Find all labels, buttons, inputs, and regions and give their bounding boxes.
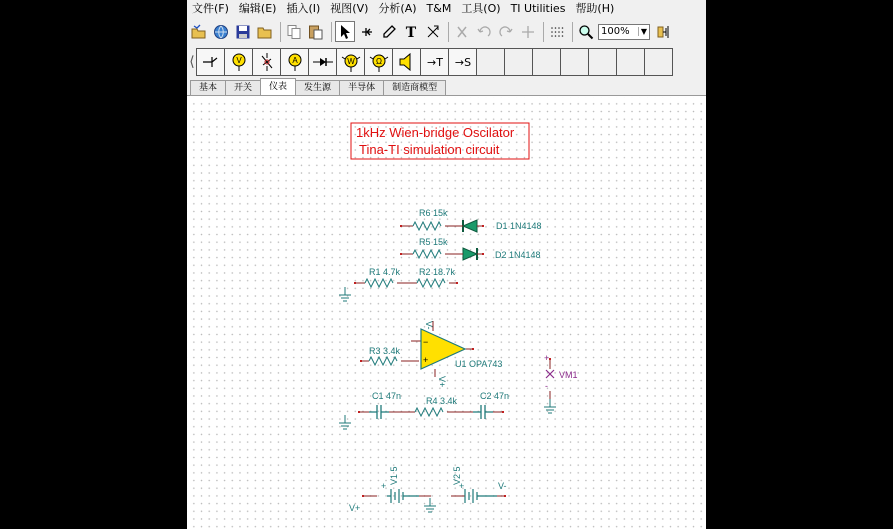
r5-label: R5 15k bbox=[419, 237, 448, 247]
title-line2: Tina-TI simulation circuit bbox=[359, 142, 500, 157]
v2-battery[interactable] bbox=[465, 489, 497, 503]
switch-icon[interactable] bbox=[252, 48, 281, 76]
r1-resistor[interactable] bbox=[365, 279, 393, 287]
title-line1: 1kHz Wien-bridge Oscilator bbox=[356, 125, 515, 140]
ground-icon bbox=[424, 498, 436, 512]
ground-icon bbox=[339, 415, 351, 429]
pin-markers bbox=[354, 225, 551, 497]
magnifier-icon[interactable] bbox=[576, 21, 596, 42]
zoom-value: 100% bbox=[601, 26, 630, 37]
empty-slot[interactable] bbox=[588, 48, 617, 76]
empty-slot[interactable] bbox=[560, 48, 589, 76]
vminus-label: V- bbox=[498, 481, 507, 491]
menu-insert[interactable]: 插入(I) bbox=[286, 2, 321, 15]
r4-label: R4 3.4k bbox=[426, 396, 458, 406]
main-toolbar bbox=[187, 18, 706, 45]
r2-label: R2 18.7k bbox=[419, 267, 456, 277]
pen-icon[interactable] bbox=[379, 21, 399, 42]
svg-text:T: T bbox=[405, 24, 417, 40]
svg-text:A: A bbox=[291, 55, 298, 65]
vplus-label: V+ bbox=[349, 503, 361, 513]
junction-icon[interactable] bbox=[518, 21, 538, 42]
menu-analysis[interactable]: 分析(A) bbox=[378, 2, 417, 15]
toolbar-separator bbox=[448, 22, 449, 42]
output-s-icon[interactable] bbox=[448, 48, 477, 76]
r6-resistor[interactable] bbox=[413, 222, 441, 230]
menu-help[interactable]: 帮助(H) bbox=[575, 2, 615, 15]
empty-slot[interactable] bbox=[616, 48, 645, 76]
menubar bbox=[187, 0, 706, 18]
meter-minus-label: - bbox=[545, 381, 548, 391]
r5-resistor[interactable] bbox=[413, 250, 441, 258]
d2-label: D2 1N4148 bbox=[495, 250, 541, 260]
u1-label: U1 OPA743 bbox=[455, 359, 503, 369]
cross-icon[interactable] bbox=[423, 21, 443, 42]
ohmmeter-icon[interactable] bbox=[364, 48, 393, 76]
tab-manufacturer-models[interactable]: 制造商模型 bbox=[383, 80, 446, 95]
vm1-label: VM1 bbox=[559, 370, 578, 380]
empty-slot[interactable] bbox=[532, 48, 561, 76]
ground-icon bbox=[339, 287, 351, 301]
tab-sources[interactable]: 发生源 bbox=[295, 80, 340, 95]
open-icon[interactable] bbox=[189, 21, 209, 42]
r3-label: R3 3.4k bbox=[369, 346, 401, 356]
empty-slot[interactable] bbox=[476, 48, 505, 76]
undo-icon[interactable] bbox=[474, 21, 494, 42]
voltmeter-icon[interactable] bbox=[224, 48, 253, 76]
menu-file[interactable]: 文件(F) bbox=[192, 2, 229, 15]
menu-edit[interactable]: 编辑(E) bbox=[238, 2, 277, 15]
speaker-icon[interactable] bbox=[392, 48, 421, 76]
schematic bbox=[187, 97, 706, 529]
v1-label: V1 5 bbox=[389, 466, 399, 485]
tab-semiconductors[interactable]: 半导体 bbox=[339, 80, 384, 95]
toolbar-separator bbox=[572, 22, 573, 42]
empty-slot[interactable] bbox=[644, 48, 673, 76]
redo-icon[interactable] bbox=[496, 21, 516, 42]
globe-icon[interactable] bbox=[211, 21, 231, 42]
v1-battery[interactable] bbox=[387, 489, 419, 503]
battery-plus-label: + bbox=[381, 481, 387, 491]
svg-text:W: W bbox=[346, 56, 355, 66]
opamp-vplus-label: V+ bbox=[437, 376, 447, 388]
wire-arrow-icon[interactable] bbox=[357, 21, 377, 42]
c2-label: C2 47n bbox=[480, 391, 510, 401]
chevron-down-icon[interactable]: ▼ bbox=[638, 27, 647, 36]
tab-meters[interactable]: 仪表 bbox=[260, 78, 296, 95]
ground-probe-icon[interactable] bbox=[196, 48, 225, 76]
r3-resistor[interactable] bbox=[369, 357, 397, 365]
app-window bbox=[187, 0, 706, 529]
v2-label: V2 5 bbox=[452, 466, 462, 485]
output-t-label: →T bbox=[426, 55, 443, 69]
c1-label: C1 47n bbox=[372, 391, 402, 401]
meter-plus-label: + bbox=[544, 353, 550, 363]
svg-text:V: V bbox=[235, 55, 242, 65]
chevron-left-icon[interactable]: ⟨ bbox=[189, 53, 195, 69]
d2-diode[interactable] bbox=[459, 248, 483, 260]
pointer-icon[interactable] bbox=[335, 21, 355, 42]
save-icon[interactable] bbox=[233, 21, 253, 42]
component-toolbar bbox=[187, 45, 706, 78]
menu-ti-utilities[interactable]: TI Utilities bbox=[510, 2, 566, 15]
text-icon[interactable] bbox=[401, 21, 421, 42]
r4-resistor[interactable] bbox=[415, 408, 443, 416]
delete-icon[interactable] bbox=[452, 21, 472, 42]
c2-capacitor[interactable] bbox=[473, 405, 493, 419]
svg-text:−: − bbox=[423, 337, 429, 347]
zoom-select[interactable] bbox=[598, 24, 650, 40]
toolbar-separator bbox=[543, 22, 544, 42]
paste-icon[interactable] bbox=[306, 21, 326, 42]
diode-icon[interactable] bbox=[308, 48, 337, 76]
vm1-meter[interactable] bbox=[546, 370, 554, 378]
copy-icon[interactable] bbox=[284, 21, 304, 42]
opamp-vminus-label: V- bbox=[424, 321, 434, 330]
menu-tm[interactable]: T&M bbox=[426, 2, 452, 15]
output-s-label: →S bbox=[454, 55, 471, 69]
component-tabs bbox=[187, 78, 706, 96]
output-t-icon[interactable] bbox=[420, 48, 449, 76]
r2-resistor[interactable] bbox=[417, 279, 445, 287]
svg-text:Ω: Ω bbox=[375, 56, 382, 66]
menu-tools[interactable]: 工具(O) bbox=[461, 2, 501, 15]
r1-label: R1 4.7k bbox=[369, 267, 401, 277]
c1-capacitor[interactable] bbox=[369, 405, 389, 419]
open-folder-icon[interactable] bbox=[255, 21, 275, 42]
toolbar-separator bbox=[331, 22, 332, 42]
ammeter-icon[interactable] bbox=[280, 48, 309, 76]
tab-basic[interactable]: 基本 bbox=[190, 80, 226, 95]
grid-icon[interactable] bbox=[547, 21, 567, 42]
component-icon[interactable] bbox=[654, 21, 674, 42]
toolbar-separator bbox=[280, 22, 281, 42]
tab-switches[interactable]: 开关 bbox=[225, 80, 261, 95]
r6-label: R6 15k bbox=[419, 208, 448, 218]
d1-diode[interactable] bbox=[459, 220, 483, 232]
d1-label: D1 1N4148 bbox=[496, 221, 542, 231]
menu-view[interactable]: 视图(V) bbox=[330, 2, 369, 15]
empty-slot[interactable] bbox=[504, 48, 533, 76]
ground-icon bbox=[544, 399, 556, 413]
svg-text:+: + bbox=[423, 355, 429, 365]
wattmeter-icon[interactable] bbox=[336, 48, 365, 76]
battery-plus-label: + bbox=[459, 481, 465, 491]
schematic-canvas[interactable] bbox=[187, 97, 706, 529]
